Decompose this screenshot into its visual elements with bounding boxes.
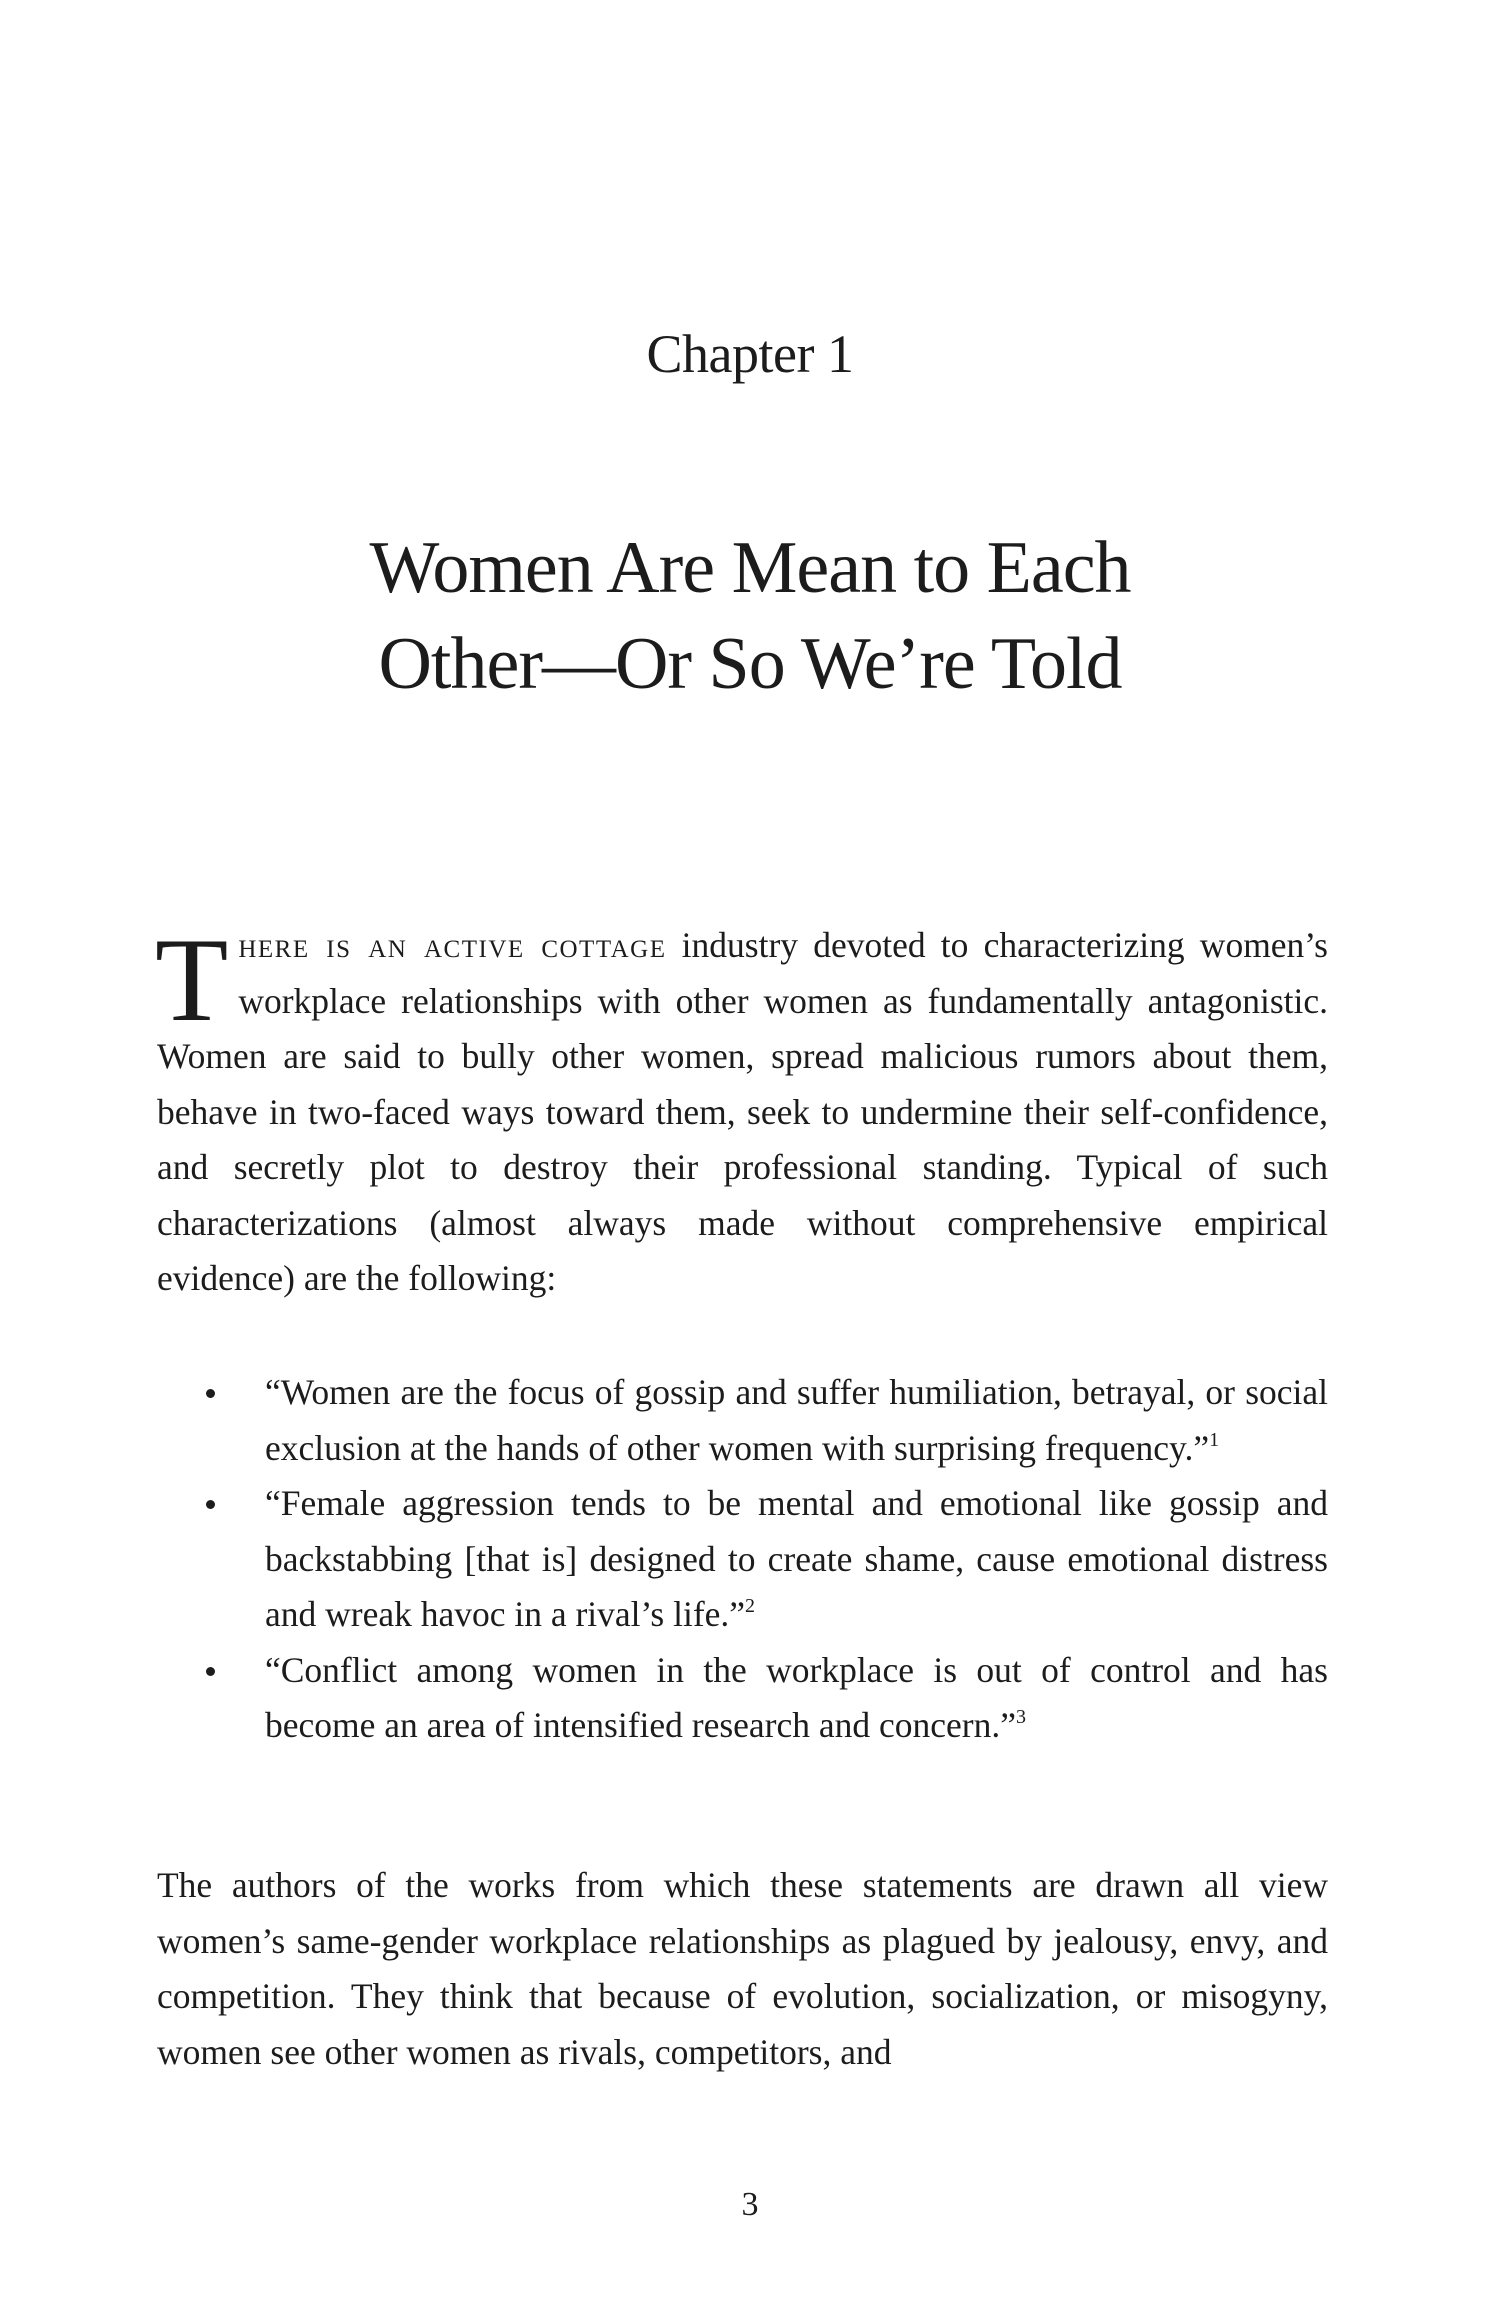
quote-item: [206, 1643, 1328, 1754]
footnote-reference: 1: [1209, 1428, 1220, 1451]
chapter-label: Chapter 1: [646, 324, 854, 384]
quote-text: “Conflict among women in the workplace is out of control and has become an area of intensified research and concern.”: [265, 1649, 1328, 1745]
quote-list: [206, 1365, 1328, 1754]
quote-text: “Women are the focus of gossip and suffer humiliation, betrayal, or social exclusion at the hands of other women with surprising frequency.”: [265, 1372, 1328, 1468]
opening-paragraph: [155, 913, 1328, 1307]
footnote-reference: 3: [1016, 1706, 1026, 1728]
chapter-title-line-2: Other—Or So We’re Told: [378, 623, 1122, 705]
closing-paragraph: The authors of the works from which these statements are drawn all view women’s same-gender workplace relationships as plagued by jealousy, envy, and competition. They think that because of evolution, socialization, or misogyny, women see other women as rivals, competitors, and: [157, 1865, 1328, 2072]
drop-cap: T: [155, 913, 229, 1046]
bullet-icon: [206, 1667, 215, 1676]
bullet-icon: [206, 1500, 215, 1509]
chapter-title-line-1: Women Are Mean to Each: [369, 527, 1131, 609]
opening-small-caps: here is an active cottage: [238, 925, 667, 965]
footnote-reference: 2: [745, 1595, 756, 1617]
quote-text: “Female aggression tends to be mental and emotional like gossip and backstabbing [that is] designed to create shame, cause emotional distress and wreak havoc in a rival’s life.”: [265, 1483, 1328, 1634]
quote-item: [206, 1476, 1328, 1643]
bullet-icon: [206, 1389, 215, 1398]
opening-text: industry devoted to characterizing women’s workplace relationships with other women as fundamentally antagonistic. Women are said to bully other women, spread malicious rumors about them, behave in two-faced ways toward them, seek to undermine their self-confidence, and secretly plot to destroy their professional standing. Typical of such characterizations (almost always made without comprehensive empirical evidence) are the following:: [157, 925, 1328, 1298]
quote-item: [206, 1365, 1328, 1476]
page-number: 3: [741, 2186, 759, 2223]
chapter-title: [0, 520, 1500, 712]
